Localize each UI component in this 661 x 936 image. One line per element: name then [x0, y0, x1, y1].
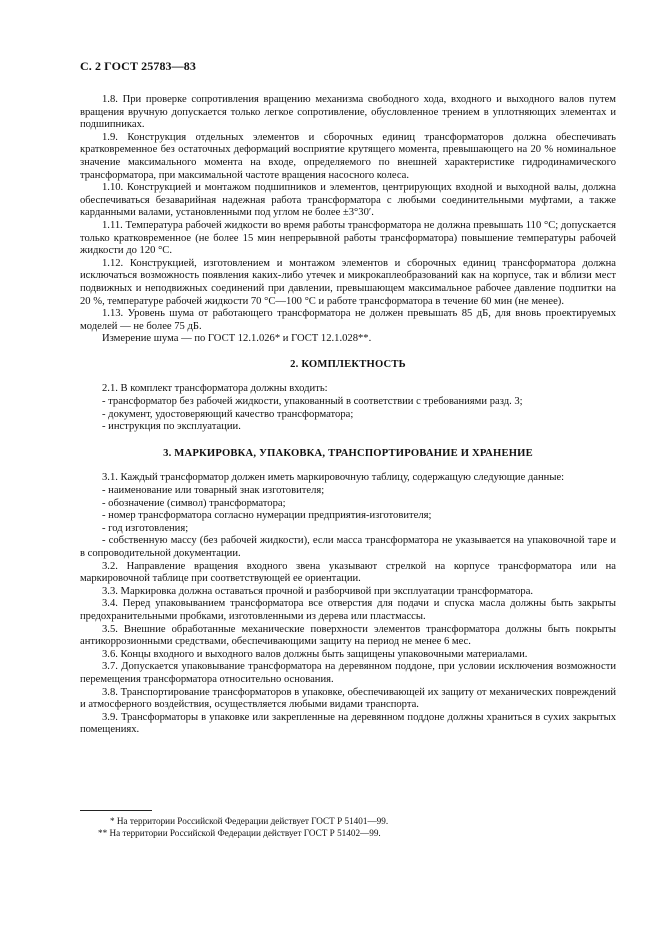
paragraph-1-12: 1.12. Конструкцией, изготовлением и монтажом элементов и сборочных единиц трансформатора должна исключаться возможность появления каких-либо утечек и микрокаплеобразований как на корпусе, так и вблизи мест подвижных и неподвижных соединений при давлении, превышающем максимальное рабочее давление подпитки на 20 %, температуре рабочей жидкости 70 °С—100 °С и работе трансформатора в течение 60 мин (не менее).	[80, 257, 616, 307]
paragraph-3-5: 3.5. Внешние обработанные механические поверхности элементов трансформатора должны быть покрыты антикоррозионными средствами, обеспечивающими защиту на период не менее 6 мес.	[80, 623, 616, 648]
footnote-2: ** На территории Российской Федерации действует ГОСТ Р 51402—99.	[98, 827, 381, 838]
paragraph-1-10: 1.10. Конструкцией и монтажом подшипников и элементов, центрирующих входной и выходной валы, должна обеспечиваться безаварийная надежная работа трансформатора с любыми соединительными муфтами, а также карданными валами, установленными под углом не более ±3°30′.	[80, 182, 616, 219]
paragraph-3-8: 3.8. Транспортирование трансформаторов в упаковке, обеспечивающей их защиту от механических повреждений и атмосферного воздействия, осуществляется любыми видами транспорта.	[80, 686, 616, 711]
paragraph-1-9: 1.9. Конструкция отдельных элементов и сборочных единиц трансформаторов должна обеспечивать кратковременное без остаточных деформаций восприятие крутящего момента, превышающего на 20 % номинальное значение максимального момента на входе, определяемого по внешней характеристике гидродинамического трансформатора, при максимальной частоте вращения насосного колеса.	[80, 131, 616, 181]
paragraph-2-1: 2.1. В комплект трансформатора должны входить:	[102, 383, 328, 395]
page-header: С. 2 ГОСТ 25783—83	[80, 59, 196, 73]
list-item: - год изготовления;	[102, 522, 189, 534]
paragraph-1-13: 1.13. Уровень шума от работающего трансформатора не должен превышать 85 дБ, для вновь проектируемых моделей — не более 75 дБ.	[80, 308, 616, 332]
paragraph-3-4: 3.4. Перед упаковыванием трансформатора все отверстия для подачи и спуска масла должны быть закрыты предохранительными пробками, изготовленными из дерева или пластмассы.	[80, 598, 616, 622]
paragraph-3-6: 3.6. Концы входного и выходного валов должны быть защищены упаковочными материалами.	[102, 648, 528, 660]
paragraph-1-11: 1.11. Температура рабочей жидкости во время работы трансформатора не должна превышать 110 °С; допускается только кратковременное (не более 15 мин непрерывной работы трансформатора) повышение температуры рабочей жидкости до 120 °С.	[80, 219, 616, 257]
list-item: - инструкция по эксплуатации.	[102, 421, 241, 433]
list-item: - трансформатор без рабочей жидкости, упакованный в соответствии с требованиями разд. 3;	[102, 396, 523, 408]
paragraph-3-2: 3.2. Направление вращения входного звена указывают стрелкой на корпусе трансформатора или на маркировочной таблице при соответствующей ее ориентации.	[80, 560, 616, 585]
list-item: - документ, удостоверяющий качество трансформатора;	[102, 408, 354, 420]
footnote-divider	[80, 810, 152, 811]
footnote-1: * На территории Российской Федерации действует ГОСТ Р 51401—99.	[110, 816, 389, 826]
footnotes	[80, 810, 616, 839]
list-item: - обозначение (символ) трансформатора;	[102, 497, 286, 509]
paragraph-1-8: 1.8. При проверке сопротивления вращению механизма свободного хода, входного и выходного валов путем вращения вручную допускается только легкое сопротивление, обусловленное трением в уплотняющих элементах и подшипниках.	[80, 94, 616, 131]
paragraph-noise-measurement: Измерение шума — по ГОСТ 12.1.026* и ГОСТ 12.1.028**.	[102, 333, 372, 345]
list-item: - наименование или товарный знак изготовителя;	[102, 485, 325, 497]
paragraph-3-9: 3.9. Трансформаторы в упаковке или закрепленные на деревянном поддоне должны храниться в сухих закрытых помещениях.	[80, 711, 616, 736]
paragraph-3-7: 3.7. Допускается упаковывание трансформатора на деревянном поддоне, при условии исключения возможности перемещения трансформатора относительно основания.	[80, 661, 616, 685]
list-item: - собственную массу (без рабочей жидкости), если масса трансформатора не указывается на упаковочной таре и в сопроводительной документации.	[80, 535, 616, 559]
paragraph-3-1: 3.1. Каждый трансформатор должен иметь маркировочную таблицу, содержащую следующие данные:	[102, 472, 565, 484]
document-body	[80, 94, 616, 737]
list-item: - номер трансформатора согласно нумерации предприятия-изготовителя;	[102, 510, 432, 522]
section-2-title: 2. КОМПЛЕКТНОСТЬ	[290, 358, 406, 370]
section-3-title: 3. МАРКИРОВКА, УПАКОВКА, ТРАНСПОРТИРОВАНИЕ И ХРАНЕНИЕ	[163, 447, 533, 459]
paragraph-3-3: 3.3. Маркировка должна оставаться прочной и разборчивой при эксплуатации трансформатора.	[102, 585, 534, 597]
